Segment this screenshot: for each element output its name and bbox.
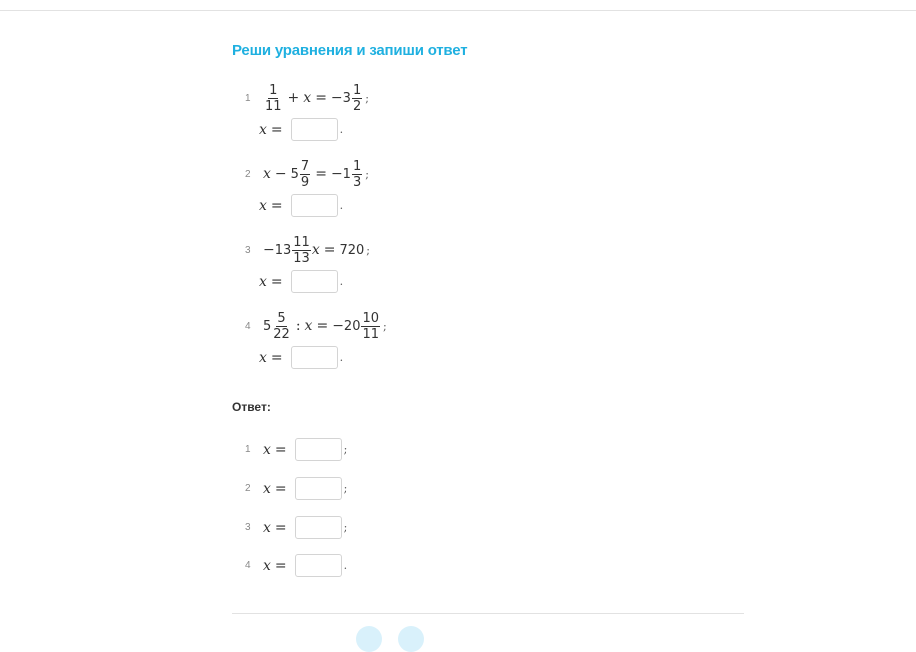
equals-sign: =: [315, 90, 327, 106]
answer-number-4: 4: [245, 560, 251, 571]
denominator: 13: [293, 250, 310, 266]
rhs-value: 720: [339, 242, 365, 258]
answer-number-2: 2: [245, 483, 251, 494]
fraction-5-22: [272, 311, 291, 342]
solution-line-1: [259, 117, 343, 142]
solution-input-1[interactable]: [291, 118, 338, 141]
equals-sign: =: [274, 519, 287, 536]
equation-number-1: 1: [245, 93, 251, 104]
equation-number-3: 3: [245, 245, 251, 256]
variable-x: x: [259, 121, 267, 138]
equals-sign: =: [274, 557, 287, 574]
variable-x: x: [263, 519, 271, 536]
fraction-10-11: [361, 311, 380, 342]
denominator: 11: [362, 326, 380, 342]
colon-sign: :: [295, 318, 301, 334]
answer-number-3: 3: [245, 522, 251, 533]
equation-1: [263, 80, 369, 116]
answer-row-1: [263, 437, 347, 462]
equation-2: [263, 156, 369, 192]
denominator: 2: [352, 98, 362, 114]
denominator: 11: [265, 98, 282, 114]
answer-heading: Ответ:: [232, 400, 271, 414]
semicolon: ;: [366, 243, 371, 257]
solution-input-2[interactable]: [291, 194, 338, 217]
solution-input-3[interactable]: [291, 270, 338, 293]
period: .: [339, 199, 344, 212]
numerator: 5: [277, 310, 286, 326]
equals-sign: =: [270, 349, 283, 366]
numerator: 10: [362, 310, 380, 326]
nav-circle-button[interactable]: [398, 626, 424, 652]
semicolon: ;: [365, 91, 369, 105]
denominator: 22: [273, 326, 290, 342]
variable-x: x: [304, 318, 313, 334]
solution-line-3: [259, 269, 343, 294]
equals-sign: =: [316, 318, 329, 334]
whole-part: 3: [342, 90, 351, 106]
variable-x: x: [303, 90, 312, 106]
fraction-1-11: [264, 83, 283, 114]
answer-row-2: [263, 476, 347, 501]
semicolon: ;: [343, 482, 348, 495]
fraction-7-9: [300, 159, 310, 190]
top-divider: [0, 10, 916, 11]
minus-sign: −: [330, 90, 343, 106]
whole-part: 20: [343, 318, 361, 334]
whole-part: 13: [274, 242, 292, 258]
equals-sign: =: [323, 242, 336, 258]
variable-x: x: [259, 349, 267, 366]
semicolon: ;: [383, 319, 387, 333]
numerator: 7: [300, 158, 310, 174]
answer-input-4[interactable]: [295, 554, 342, 577]
answer-row-4: [263, 553, 347, 578]
minus-sign: −: [263, 242, 275, 258]
bottom-divider: [232, 613, 744, 614]
equals-sign: =: [274, 480, 287, 497]
equation-3: [263, 232, 370, 268]
variable-x: x: [263, 166, 271, 182]
answer-input-1[interactable]: [295, 438, 342, 461]
fraction-1-3: [352, 159, 362, 190]
answer-input-3[interactable]: [295, 516, 342, 539]
minus-sign: −: [332, 318, 344, 334]
fraction-11-13: [292, 235, 311, 266]
variable-x: x: [259, 273, 267, 290]
equals-sign: =: [315, 166, 327, 182]
semicolon: ;: [343, 443, 348, 456]
answer-row-3: [263, 515, 347, 540]
equation-4: [263, 308, 387, 344]
equation-number-4: 4: [245, 321, 251, 332]
answer-number-1: 1: [245, 444, 251, 455]
period: .: [339, 275, 344, 288]
answer-input-2[interactable]: [295, 477, 342, 500]
task-title: Реши уравнения и запиши ответ: [232, 42, 468, 59]
equals-sign: =: [270, 273, 283, 290]
equals-sign: =: [274, 441, 287, 458]
solution-line-4: [259, 345, 343, 370]
variable-x: x: [263, 480, 271, 497]
numerator: 11: [293, 234, 310, 250]
nav-circle-button[interactable]: [356, 626, 382, 652]
whole-part: 1: [342, 166, 351, 182]
equals-sign: =: [270, 121, 283, 138]
whole-part: 5: [263, 318, 272, 334]
variable-x: x: [263, 441, 271, 458]
numerator: 1: [352, 158, 362, 174]
denominator: 9: [300, 174, 310, 190]
minus-sign: −: [330, 166, 343, 182]
period: .: [339, 351, 344, 364]
semicolon: ;: [365, 167, 369, 181]
period: .: [339, 123, 344, 136]
numerator: 1: [269, 82, 278, 98]
plus-sign: +: [287, 90, 300, 106]
equation-number-2: 2: [245, 169, 251, 180]
variable-x: x: [311, 242, 320, 258]
denominator: 3: [352, 174, 362, 190]
variable-x: x: [263, 557, 271, 574]
equals-sign: =: [270, 197, 283, 214]
numerator: 1: [352, 82, 362, 98]
solution-line-2: [259, 193, 343, 218]
period: .: [343, 559, 348, 572]
solution-input-4[interactable]: [291, 346, 338, 369]
variable-x: x: [259, 197, 267, 214]
whole-part: 5: [290, 166, 299, 182]
semicolon: ;: [343, 521, 348, 534]
fraction-1-2: [352, 83, 362, 114]
minus-sign: −: [274, 166, 287, 182]
